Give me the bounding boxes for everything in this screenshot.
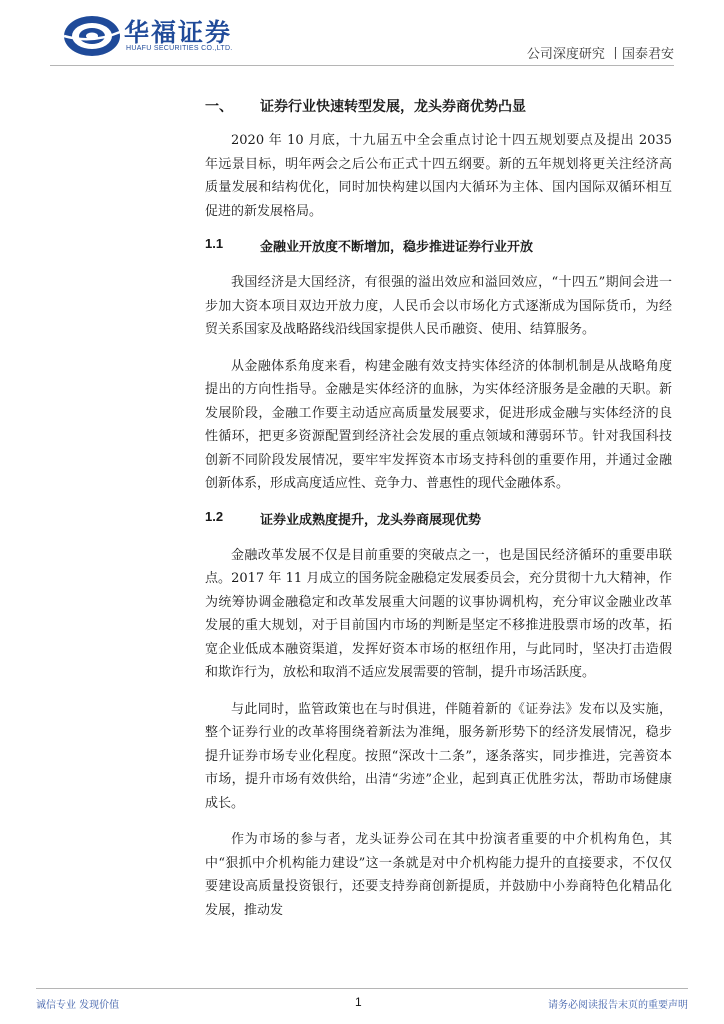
subsection-heading bbox=[205, 232, 672, 258]
header-divider bbox=[50, 65, 674, 66]
subsection-title: 证券业成熟度提升，龙头券商展现优势 bbox=[260, 512, 482, 528]
brand-name-english: HUAFU SECURITIES CO.,LTD. bbox=[126, 45, 233, 52]
section-heading bbox=[205, 90, 672, 120]
brand-name: 华福证券 bbox=[124, 18, 233, 47]
subsection-number: 1.2 bbox=[205, 508, 224, 524]
page-number: 1 bbox=[355, 995, 362, 1009]
report-type-label: 公司深度研究 丨国泰君安 bbox=[526, 47, 674, 62]
subsection-title: 金融业开放度不断增加，稳步推进证券行业开放 bbox=[260, 240, 534, 255]
footer-slogan: 诚信专业 发现价值 bbox=[36, 1000, 120, 1011]
section-title: 证券行业快速转型发展，龙头券商优势凸显 bbox=[260, 99, 526, 115]
footer-disclaimer: 请务必阅读报告末页的重要声明 bbox=[548, 1000, 688, 1011]
paragraph: 从金融体系角度来看，构建金融有效支持实体经济的体制机制是从战略角度提出的方向性指导。金融是实体经济的血脉，为实体经济服务是金融的天职。新发展阶段，金融工作要主动适应高质量发展要求，促进形成金融与实体经济的良性循环，把更多资源配置到经济社会发展的重点领域和薄弱环节。针对我国科技创新不同阶段发展情况，要牢牢发挥资本市场支持科创的重要作用，并通过金融创新体系，形成高度适应性、竞争力、普惠性的现代金融体系。 bbox=[205, 358, 672, 491]
paragraph: 2020 年 10 月底，十九届五中全会重点讨论十四五规划要点及提出 2035 年远景目标，明年两会之后公布正式十四五纲要。新的五年规划将更关注经济高质量发展和结构优化，同时加快构建以国内大循环为主体、国内国际双循环相互促进的新发展格局。 bbox=[205, 133, 672, 219]
subsection-number: 1.1 bbox=[205, 236, 224, 251]
page-header bbox=[0, 0, 724, 72]
paragraph: 我国经济是大国经济，有很强的溢出效应和溢回效应，“十四五”期间会进一步加大资本项目双边开放力度，人民币会以市场化方式逐渐成为国际货币，为经贸关系国家及战略路线沿线国家提供人民币融资、使用、结算服务。 bbox=[205, 275, 672, 337]
paragraph: 与此同时，监管政策也在与时俱进，伴随着新的《证券法》发布以及实施，整个证券行业的改革将围绕着新法为准绳，服务新形势下的经济发展情况，稳步提升证券市场专业化程度。按照“深改十二条”，逐条落实，同步推进，完善资本市场，提升市场有效供给，出清“劣迹”企业，起到真正优胜劣汰，帮助市场健康成长。 bbox=[205, 701, 672, 811]
huafu-logo-icon bbox=[62, 14, 122, 58]
paragraph: 金融改革发展不仅是目前重要的突破点之一，也是国民经济循环的重要串联点。2017 年 11 月成立的国务院金融稳定发展委员会，充分贯彻十九大精神，作为统筹协调金融稳定和改革发展重大问题的议事协调机构，充分审议金融业改革发展的重大规划，对于目前国内市场的判断是坚定不移推进股票市场的改革，拓宽企业低成本融资渠道，发挥好资本市场的枢纽作用，与此同时，坚决打击造假和欺诈行为，放松和取消不适应发展需要的管制，提升市场活跃度。 bbox=[205, 547, 672, 680]
paragraph: 作为市场的参与者，龙头证券公司在其中扮演者重要的中介机构角色，其中“狠抓中介机构能力建设”这一条就是对中介机构能力提升的直接要求，不仅仅要建设高质量投资银行，还要支持券商创新提质，并鼓励中小券商特色化精品化发展，推动发 bbox=[205, 832, 672, 918]
subsection-heading bbox=[205, 505, 672, 531]
report-body bbox=[205, 90, 672, 922]
section-number: 一、 bbox=[205, 99, 233, 115]
footer-divider bbox=[36, 988, 688, 989]
